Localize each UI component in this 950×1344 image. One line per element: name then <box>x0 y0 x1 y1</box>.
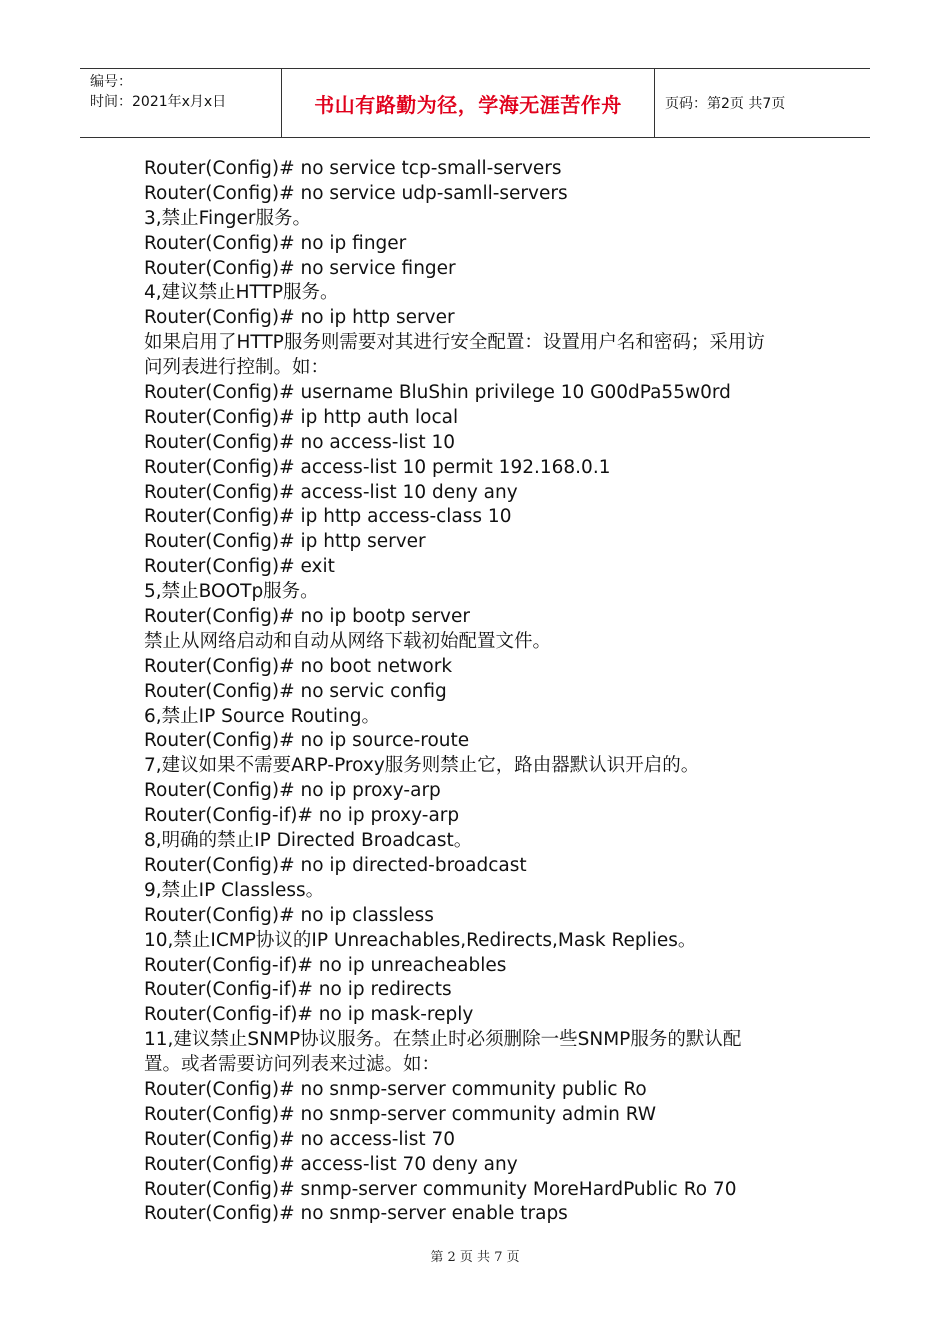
command-line: Router(Config)# no service udp-samll-servers <box>144 182 568 204</box>
text-line: 10,禁止ICMP协议的IP Unreachables,Redirects,Mask Replies。 <box>144 929 697 951</box>
page-header <box>80 68 870 138</box>
command-line: Router(Config)# no ip finger <box>144 232 407 254</box>
header-motto: 书山有路勤为径，学海无涯苦作舟 <box>281 69 655 137</box>
command-line: Router(Config)# no ip bootp server <box>144 606 470 628</box>
command-line: Router(Config-if)# no ip redirects <box>144 979 452 1001</box>
command-line: Router(Config)# no service tcp-small-servers <box>144 158 562 179</box>
text-line: 5,禁止BOOTp服务。 <box>144 581 319 603</box>
command-line: Router(Config)# exit <box>144 556 335 578</box>
command-line: Router(Config)# no ip proxy-arp <box>144 780 441 802</box>
text-line: 4,建议禁止HTTP服务。 <box>144 282 339 304</box>
command-line: Router(Config)# snmp-server community MoreHardPublic Ro 70 <box>144 1178 737 1200</box>
document-date-label: 时间：2021年x月x日 <box>90 94 227 110</box>
command-line: Router(Config-if)# no ip proxy-arp <box>144 805 460 827</box>
text-line: 6,禁止IP Source Routing。 <box>144 705 380 727</box>
command-line: Router(Config)# no access-list 70 <box>144 1128 456 1150</box>
command-line: Router(Config)# no boot network <box>144 655 453 677</box>
command-line: Router(Config)# access-list 10 permit 192.168.0.1 <box>144 456 611 478</box>
text-line: 3,禁止Finger服务。 <box>144 207 312 229</box>
command-line: Router(Config-if)# no ip unreacheables <box>144 954 507 976</box>
command-line: Router(Config)# no access-list 10 <box>144 431 456 453</box>
document-number-label: 编号： <box>90 74 132 90</box>
command-line: Router(Config)# no snmp-server community admin RW <box>144 1103 657 1125</box>
command-line: Router(Config)# ip http auth local <box>144 406 459 428</box>
command-line: Router(Config)# no ip source-route <box>144 730 470 752</box>
text-line: 11,建议禁止SNMP协议服务。在禁止时必须删除一些SNMP服务的默认配 <box>144 1029 742 1051</box>
command-line: Router(Config)# no ip directed-broadcast <box>144 854 527 876</box>
command-line: Router(Config)# no ip http server <box>144 307 455 329</box>
page-footer: 第 2 页 共 7 页 <box>430 1250 520 1265</box>
command-line: Router(Config)# no ip classless <box>144 904 434 926</box>
command-line: Router(Config)# ip http access-class 10 <box>144 506 512 528</box>
command-line: Router(Config)# username BluShin privilege 10 G00dPa55w0rd <box>144 382 731 404</box>
text-line: 如果启用了HTTP服务则需要对其进行安全配置：设置用户名和密码；采用访 <box>144 332 765 354</box>
command-line: Router(Config)# no servic config <box>144 680 447 702</box>
command-line: Router(Config)# access-list 70 deny any <box>144 1153 518 1175</box>
command-line: Router(Config)# access-list 10 deny any <box>144 481 518 503</box>
header-page-number: 页码：第2页 共7页 <box>665 96 786 112</box>
command-line: Router(Config-if)# no ip mask-reply <box>144 1004 474 1026</box>
command-line: Router(Config)# no snmp-server community public Ro <box>144 1078 647 1100</box>
text-line: 7,建议如果不需要ARP-Proxy服务则禁止它，路由器默认识开启的。 <box>144 755 700 777</box>
document-body <box>144 157 804 1227</box>
command-line: Router(Config)# no service finger <box>144 257 456 279</box>
command-line: Router(Config)# ip http server <box>144 531 426 553</box>
header-meta <box>80 69 281 137</box>
text-line: 问列表进行控制。如： <box>144 357 330 379</box>
command-line: Router(Config)# no snmp-server enable traps <box>144 1203 568 1225</box>
text-line: 8,明确的禁止IP Directed Broadcast。 <box>144 830 473 852</box>
text-line: 9,禁止IP Classless。 <box>144 879 325 901</box>
text-line: 禁止从网络启动和自动从网络下载初始配置文件。 <box>144 630 552 652</box>
text-line: 置。或者需要访问列表来过滤。如： <box>144 1054 441 1076</box>
